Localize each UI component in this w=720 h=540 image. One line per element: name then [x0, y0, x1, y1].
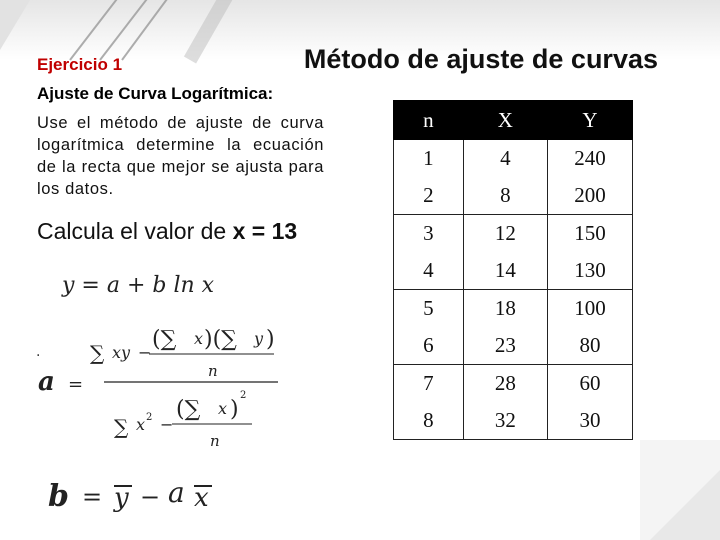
svg-text:2: 2: [146, 412, 153, 423]
cell-y: 130: [548, 252, 633, 290]
table-row: [394, 252, 633, 290]
cell-x: 28: [463, 365, 547, 403]
svg-text:)(∑: )(∑: [204, 327, 237, 352]
svg-text:x: x: [194, 483, 209, 513]
model-formula: [60, 268, 260, 302]
slide-title: Método de ajuste de curvas: [303, 44, 658, 74]
calculate-prompt: [37, 216, 337, 246]
cell-x: 23: [463, 327, 547, 365]
svg-text:=: =: [82, 483, 103, 511]
cell-n: 2: [394, 177, 464, 215]
svg-text:2: 2: [240, 390, 247, 401]
table-row: [394, 140, 633, 178]
column-header-y: Y: [548, 101, 633, 140]
svg-text:−: −: [160, 415, 174, 434]
cell-x: 4: [463, 140, 547, 178]
svg-text:xy: xy: [112, 343, 131, 362]
model-formula-text: y = a + b ln x: [62, 273, 215, 298]
table-header-row: [394, 101, 633, 140]
cell-n: 6: [394, 327, 464, 365]
table-row: [394, 177, 633, 215]
cell-x: 32: [463, 402, 547, 440]
svg-text:n: n: [208, 362, 218, 380]
table-row: [394, 402, 633, 440]
table-row: [394, 215, 633, 253]
svg-text:(∑: (∑: [152, 327, 177, 352]
cell-x: 8: [463, 177, 547, 215]
svg-text:−: −: [140, 483, 161, 511]
table-row: [394, 290, 633, 328]
svg-text:−: −: [138, 343, 152, 362]
cell-n: 4: [394, 252, 464, 290]
svg-text:y: y: [114, 483, 129, 513]
data-table: [393, 100, 633, 440]
b-formula: [44, 472, 244, 522]
svg-text:): ): [266, 327, 275, 352]
cell-y: 240: [548, 140, 633, 178]
cell-x: 12: [463, 215, 547, 253]
cell-n: 7: [394, 365, 464, 403]
prompt-prefix: Calcula el valor de: [37, 218, 233, 244]
cell-x: 14: [463, 252, 547, 290]
svg-text:x: x: [194, 329, 204, 348]
svg-text:∑: ∑: [114, 415, 129, 439]
exercise-label: Ejercicio 1: [37, 55, 123, 74]
cell-n: 5: [394, 290, 464, 328]
svg-text:x: x: [136, 415, 146, 434]
column-header-x: X: [463, 101, 547, 140]
prompt-suffix: = 13: [245, 218, 298, 244]
cell-y: 100: [548, 290, 633, 328]
table-row: [394, 327, 633, 365]
problem-subtitle: Ajuste de Curva Logarítmica:: [37, 84, 274, 103]
cell-y: 200: [548, 177, 633, 215]
cell-y: 30: [548, 402, 633, 440]
svg-text:(∑: (∑: [176, 397, 201, 422]
cell-n: 1: [394, 140, 464, 178]
svg-text:y: y: [254, 329, 264, 348]
a-formula: [34, 316, 294, 456]
column-header-n: n: [394, 101, 464, 140]
prompt-variable: x: [232, 218, 246, 244]
svg-text:n: n: [210, 432, 220, 450]
cell-n: 8: [394, 402, 464, 440]
svg-text:): ): [230, 397, 239, 422]
table-row: [394, 365, 633, 403]
a-symbol: a: [38, 367, 55, 397]
cell-y: 150: [548, 215, 633, 253]
cell-y: 80: [548, 327, 633, 365]
bullet-dot: .: [36, 344, 41, 360]
b-symbol: b: [48, 479, 69, 514]
cell-y: 60: [548, 365, 633, 403]
cell-x: 18: [463, 290, 547, 328]
problem-statement: Use el método de ajuste de curva logarítmica determine la ecuación de la recta que mejor se ajusta para los datos.: [37, 114, 324, 198]
svg-text:x: x: [218, 399, 228, 418]
svg-text:=: =: [68, 374, 84, 395]
cell-n: 3: [394, 215, 464, 253]
svg-text:∑: ∑: [90, 341, 105, 365]
svg-text:a: a: [168, 476, 185, 509]
